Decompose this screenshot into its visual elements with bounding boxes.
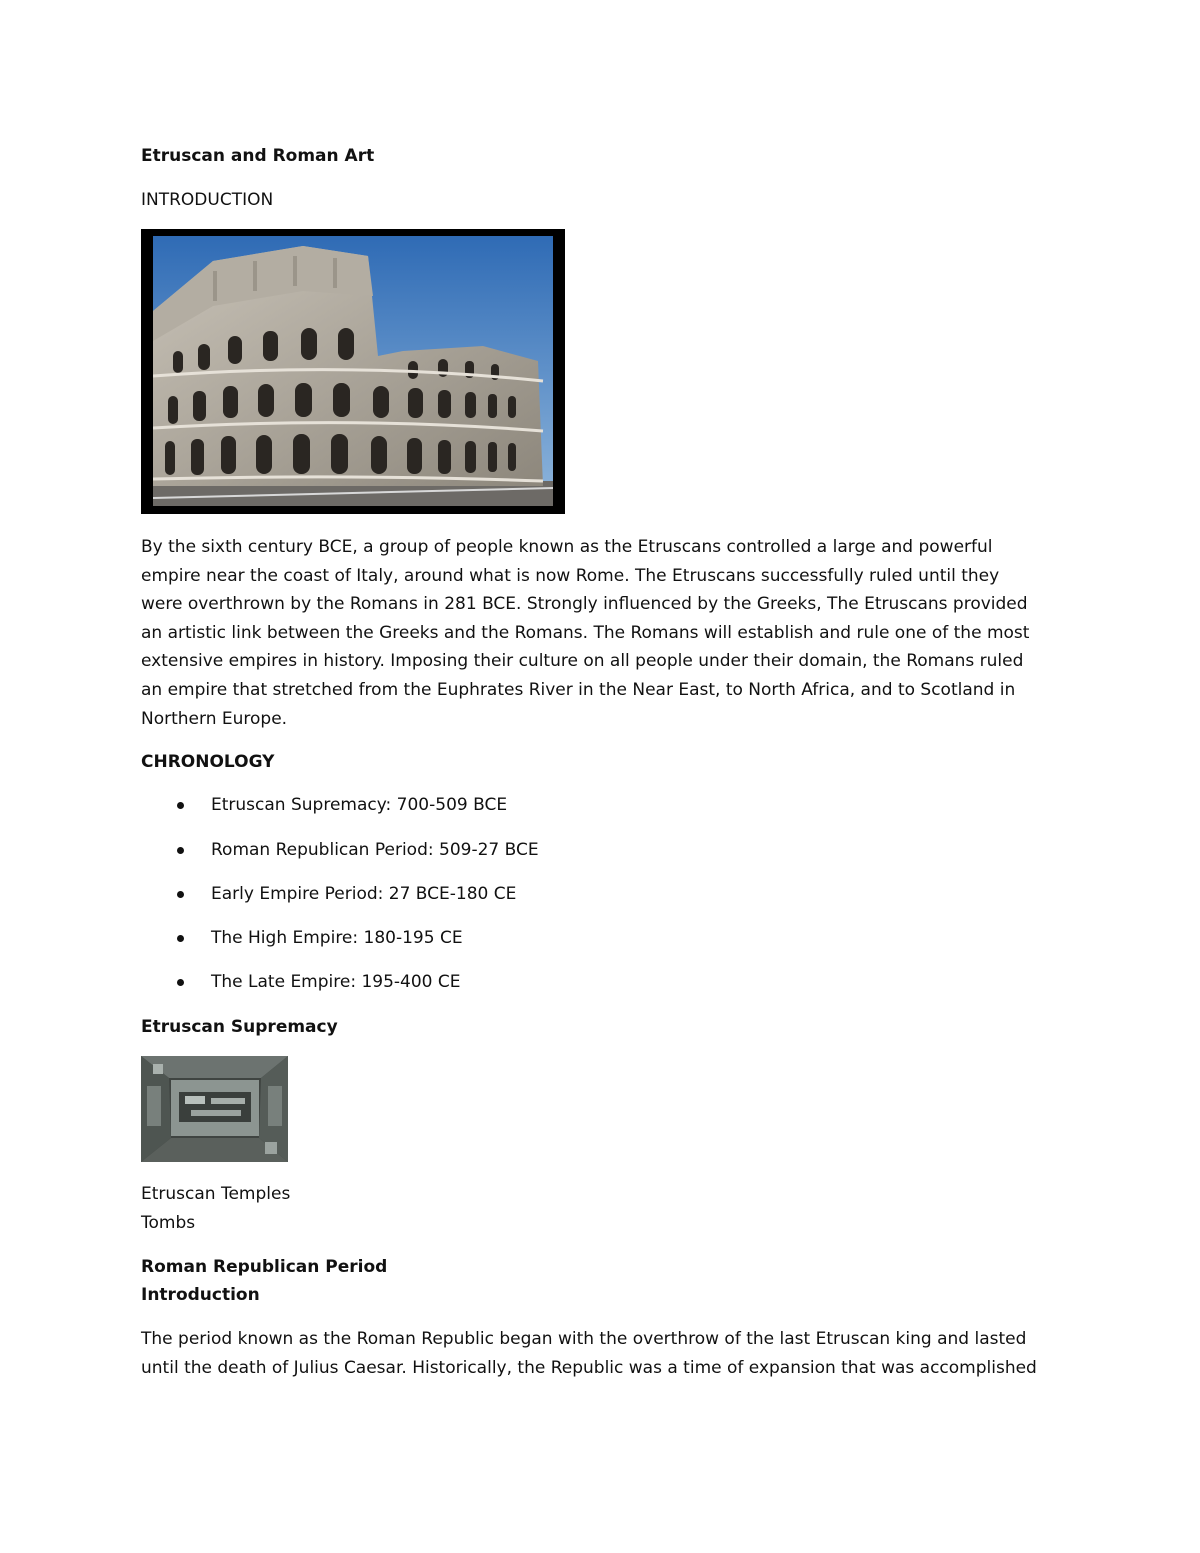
republic-heading: Roman Republican Period <box>141 1257 388 1277</box>
list-item-text: Early Empire Period: 27 BCE-180 CE <box>211 884 517 904</box>
bullet-icon <box>177 891 184 898</box>
list-item-text: Etruscan Supremacy: 700-509 BCE <box>211 795 508 815</box>
intro-line: extensive empires in history. Imposing their culture on all people under their domain, the Romans ruled <box>141 651 1024 672</box>
republic-subheading: Introduction <box>141 1285 260 1305</box>
intro-line: an artistic link between the Greeks and the Romans. The Romans will establish and rule one of the most <box>141 622 1030 643</box>
intro-paragraph <box>141 533 1071 733</box>
republic-line: until the death of Julius Caesar. Historically, the Republic was a time of expansion that was accomplished <box>141 1357 1037 1378</box>
list-item-text: Roman Republican Period: 509-27 BCE <box>211 840 539 860</box>
document-title: Etruscan and Roman Art <box>141 146 375 166</box>
bullet-icon <box>177 979 184 986</box>
list-item-text: The Late Empire: 195-400 CE <box>211 972 461 992</box>
republic-paragraph <box>141 1325 1071 1382</box>
etruscan-heading: Etruscan Supremacy <box>141 1017 338 1037</box>
intro-line: were overthrown by the Romans in 281 BCE. Strongly influenced by the Greeks, The Etruscans provided <box>141 594 1028 615</box>
bullet-icon <box>177 802 184 809</box>
etruscan-item: Etruscan Temples <box>141 1184 291 1204</box>
intro-line: an empire that stretched from the Euphrates River in the Near East, to North Africa, and to Scotland in <box>141 679 1016 700</box>
intro-line: empire near the coast of Italy, around what is now Rome. The Etruscans successfully ruled until they <box>141 565 1000 586</box>
list-item-text: The High Empire: 180-195 CE <box>211 928 463 948</box>
colosseum-photo <box>141 229 565 514</box>
etruscan-tomb-photo <box>141 1056 288 1162</box>
intro-heading: INTRODUCTION <box>141 190 274 210</box>
intro-line: By the sixth century BCE, a group of people known as the Etruscans controlled a large and powerful <box>141 537 993 557</box>
republic-line: The period known as the Roman Republic began with the overthrow of the last Etruscan king and lasted <box>141 1329 1027 1349</box>
bullet-icon <box>177 847 184 854</box>
bullet-icon <box>177 935 184 942</box>
chronology-heading: CHRONOLOGY <box>141 752 275 772</box>
etruscan-item: Tombs <box>141 1213 196 1233</box>
intro-line: Northern Europe. <box>141 708 288 729</box>
